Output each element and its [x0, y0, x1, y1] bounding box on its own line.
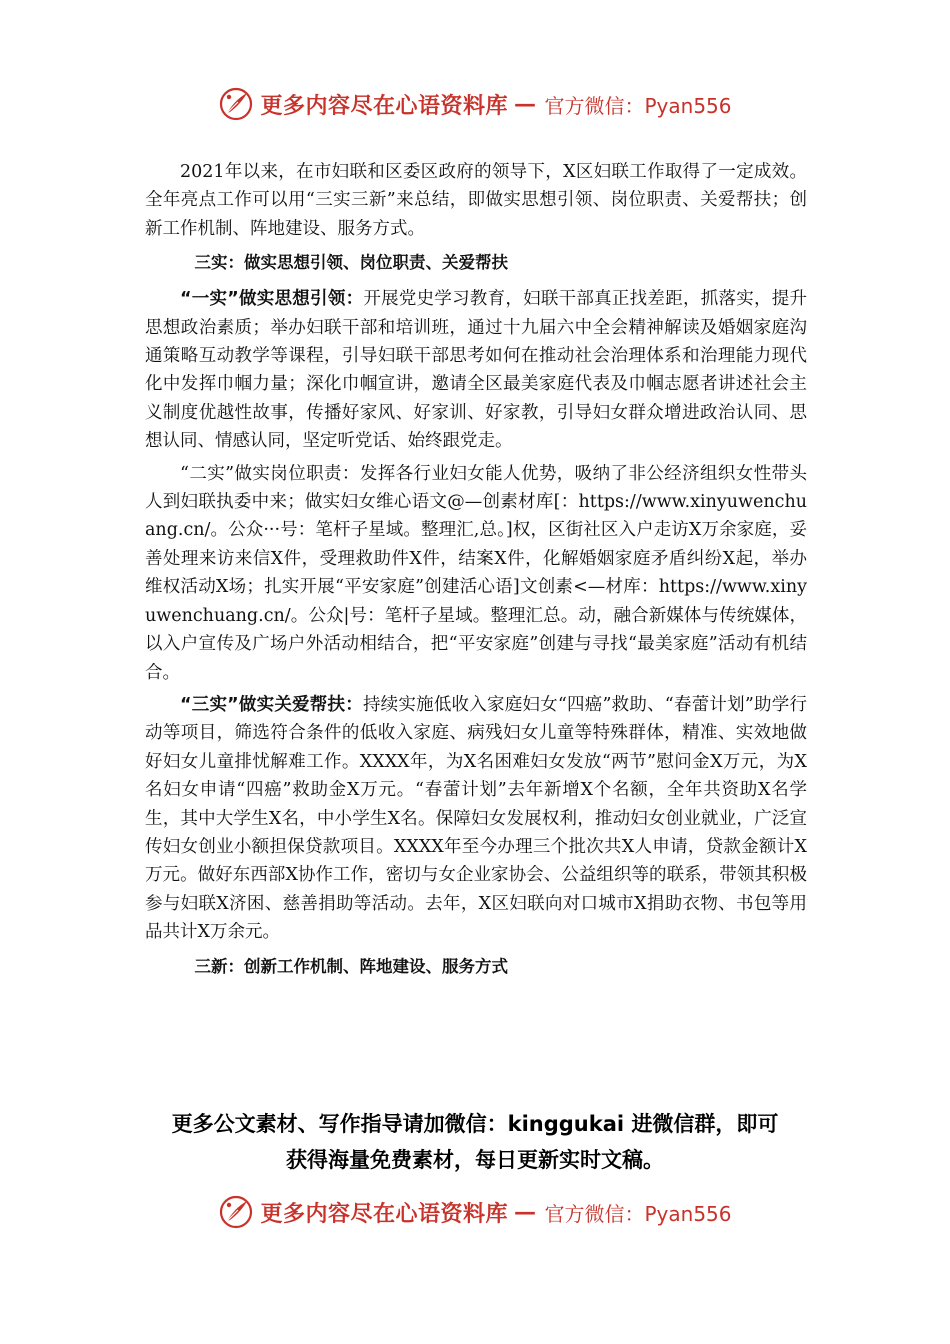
paragraph-sanshi — [145, 691, 807, 947]
quill-logo-icon — [218, 86, 254, 122]
section-heading-sanxin: 三新：创新工作机制、阵地建设、服务方式 — [194, 956, 508, 976]
watermark-contact: 官方微信：Pyan556 — [544, 93, 732, 118]
watermark-separator: — — [514, 1199, 537, 1225]
watermark-contact: 官方微信：Pyan556 — [544, 1201, 732, 1226]
watermark-footer — [0, 1190, 950, 1234]
paragraph-ershi: “二实”做实岗位职责：发挥各行业妇女能人优势，吸纳了非公经济组织女性带头人到妇联执委中来；做实妇女维心语文@—创素材库[：https://www.xinyuwenchuang.cn/。公众···号：笔杆子星域。整理汇,总。]权，区街社区入户走访X万余家庭，妥善处理来访来信X件，受理救助件X件，结案X件，化解婚姻家庭矛盾纠纷X起，举办维权活动X场；扎实开展“平安家庭”创建活心语]文创素<—材库：https://www.xinyuwenchuang.cn/。公众|号：笔杆子星域。整理汇总。动，融合新媒体与传统媒体，以入户宣传及广场户外活动相结合，把“平安家庭”创建与寻找“最美家庭”活动有机结合。 — [145, 463, 807, 683]
paragraph-sanshi-lead: “三实”做实关爱帮扶： — [180, 694, 363, 715]
intro-paragraph: 2021年以来，在市妇联和区委区政府的领导下，X区妇联工作取得了一定成效。全年亮点工作可以用“三实三新”来总结，即做实思想引领、岗位职责、关爱帮扶；创新工作机制、阵地建设、服务方式。 — [145, 162, 807, 239]
paragraph-yishi-body: 开展党史学习教育，妇联干部真正找差距，抓落实，提升思想政治素质；举办妇联干部和培训班，通过十九届六中全会精神解读及婚姻家庭沟通策略互动教学等课程，引导妇联干部思考如何在推动社会治理体系和治理能力现代化中发挥巾帼力量；深化巾帼宣讲，邀请全区最美家庭代表及巾帼志愿者讲述社会主义制度优越性故事，传播好家风、好家训、好家教，引导妇女群众增进政治认同、思想认同、情感认同，坚定听党话、始终跟党走。 — [145, 289, 807, 452]
paragraph-yishi — [145, 285, 807, 455]
paragraph-yishi-lead: “一实”做实思想引领： — [180, 289, 364, 310]
promo-block — [0, 1106, 950, 1178]
promo-line-1: 更多公文素材、写作指导请加微信：kinggukai 进微信群，即可 — [171, 1112, 779, 1136]
section-heading-sanshi: 三实：做实思想引领、岗位职责、关爱帮扶 — [194, 253, 508, 273]
watermark-brand: 更多内容尽在心语资料库 — [260, 92, 508, 119]
watermark-separator: — — [514, 91, 537, 117]
watermark-brand: 更多内容尽在心语资料库 — [260, 1200, 508, 1227]
document-body — [145, 158, 807, 989]
watermark-header — [0, 82, 950, 126]
paragraph-sanshi-body: 持续实施低收入家庭妇女“四癌”救助、“春蕾计划”助学行动等项目，筛选符合条件的低收入家庭、病残妇女儿童等特殊群体，精准、实效地做好妇女儿童排忧解难工作。XXXX年，为X名困难妇女发放“两节”慰问金X万元，为X名妇女申请“四癌”救助金X万元。“春蕾计划”去年新增X个名额，全年共资助X名学生，其中大学生X名，中小学生X名。保障妇女发展权利，推动妇女创业就业，广泛宣传妇女创业小额担保贷款项目。XXXX年至今办理三个批次共X人申请，贷款金额计X万元。做好东西部X协作工作，密切与女企业家协会、公益组织等的联系，带领其积极参与妇联X济困、慈善捐助等活动。去年，X区妇联向对口城市X捐助衣物、书包等用品共计X万余元。 — [145, 694, 807, 943]
quill-logo-icon — [218, 1194, 254, 1230]
promo-line-2: 获得海量免费素材，每日更新实时文稿。 — [286, 1148, 664, 1172]
